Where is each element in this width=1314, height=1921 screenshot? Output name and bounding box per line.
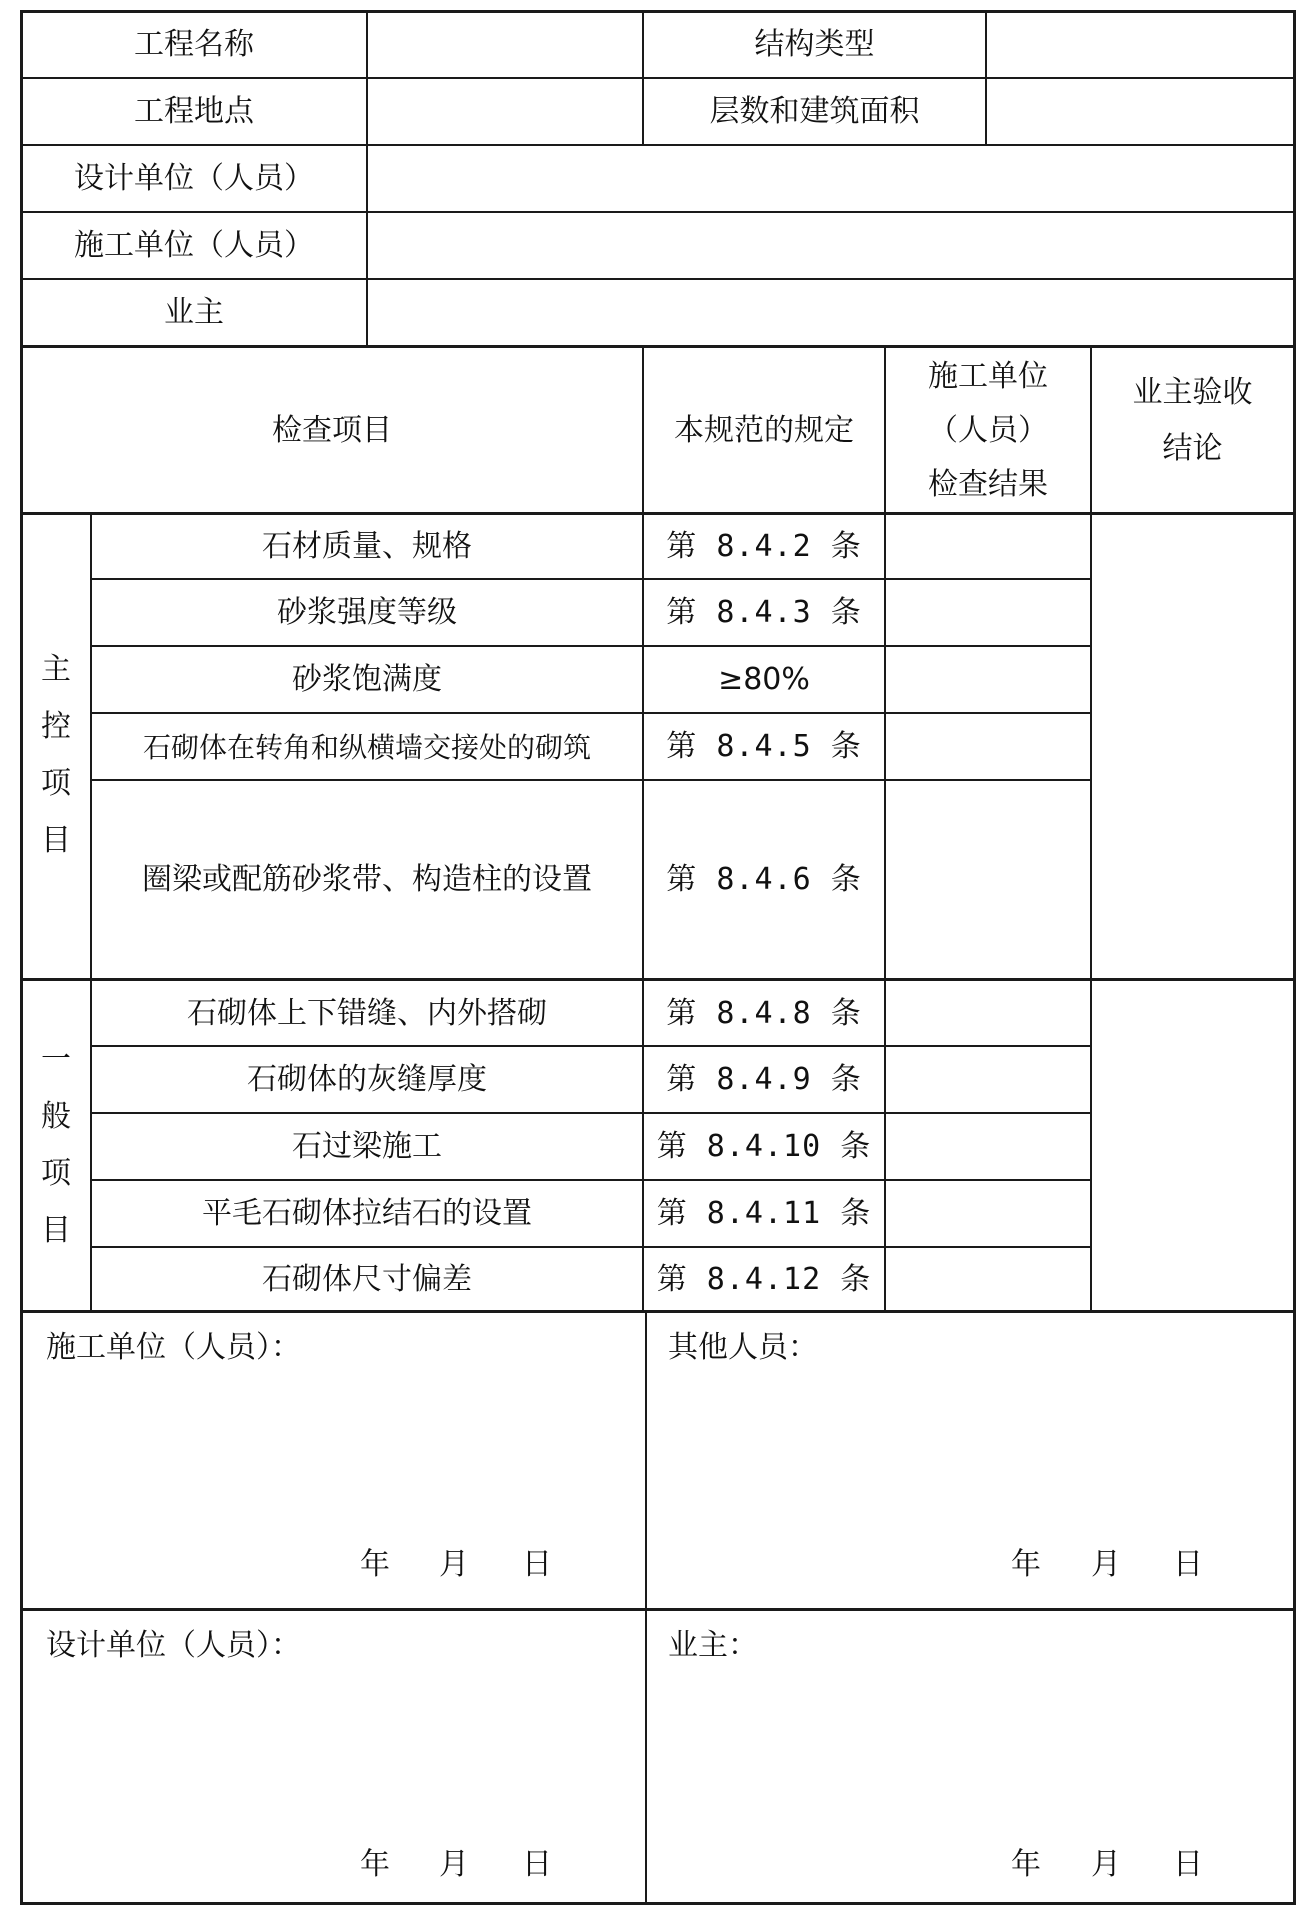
table-row-item: 砂浆强度等级 (277, 595, 457, 631)
date-month: 月 (1091, 1547, 1121, 1583)
table-row-item: 平毛石砌体拉结石的设置 (202, 1196, 532, 1232)
date-day: 日 (1173, 1547, 1203, 1583)
column-header-result (886, 348, 1090, 513)
table-row-item: 石砌体尺寸偏差 (262, 1261, 472, 1297)
divider (20, 1608, 1296, 1611)
divider (366, 10, 368, 347)
main-group-label (22, 640, 90, 870)
owner-label: 业主 (164, 295, 224, 331)
group-label-char: 项 (41, 1156, 71, 1191)
column-header-conclusion-line: 业主验收 (1132, 375, 1253, 410)
project-name-label: 工程名称 (134, 27, 254, 63)
table-row-spec: 第 8.4.2 条 (666, 528, 862, 564)
table-row-item: 石砌体的灰缝厚度 (247, 1062, 487, 1098)
column-header-item: 检查项目 (272, 412, 392, 448)
group-label-char: 主 (41, 652, 71, 687)
date-day: 日 (1173, 1847, 1203, 1883)
table-row-item: 石过梁施工 (292, 1129, 442, 1165)
signature-owner: 业主： (668, 1628, 758, 1664)
date-year: 年 (360, 1547, 390, 1583)
table-row-spec: 第 8.4.12 条 (656, 1261, 872, 1297)
column-header-conclusion (1092, 348, 1293, 493)
group-label-char: 控 (41, 709, 71, 744)
project-location-label: 工程地点 (134, 94, 254, 130)
group-label-char: 目 (41, 823, 71, 858)
signature-other-personnel: 其他人员： (668, 1330, 818, 1366)
table-row-item: 石砌体上下错缝、内外搭砌 (187, 995, 547, 1031)
border-right (1293, 10, 1296, 1905)
signature-design-unit: 设计单位（人员）： (46, 1628, 301, 1664)
signature-construction-unit: 施工单位（人员）： (46, 1330, 301, 1366)
column-header-spec: 本规范的规定 (674, 412, 854, 448)
date-month: 月 (1091, 1847, 1121, 1883)
group-label-char: 项 (41, 766, 71, 801)
table-row-spec: 第 8.4.9 条 (666, 1062, 862, 1098)
table-row-spec: 第 8.4.3 条 (666, 595, 862, 631)
structure-type-label: 结构类型 (754, 27, 875, 63)
date-year: 年 (1011, 1847, 1041, 1883)
column-header-conclusion-line: 结论 (1162, 430, 1223, 466)
group-label-char: 一 (41, 1042, 71, 1077)
column-header-result-line: 施工单位 (928, 358, 1048, 394)
table-row-item: 圈梁或配筋砂浆带、构造柱的设置 (142, 862, 592, 898)
date-year: 年 (360, 1847, 390, 1883)
date-day: 日 (522, 1547, 552, 1583)
design-unit-label: 设计单位（人员） (74, 161, 314, 197)
table-row-spec: 第 8.4.8 条 (666, 995, 862, 1031)
table-row-item: 石材质量、规格 (262, 528, 472, 564)
table-row-item: 砂浆饱满度 (292, 662, 442, 698)
table-row-item: 石砌体在转角和纵横墙交接处的砌筑 (142, 730, 591, 764)
floors-area-label: 层数和建筑面积 (709, 94, 920, 130)
date-year: 年 (1011, 1547, 1041, 1583)
table-row-spec: ≥80% (718, 662, 810, 698)
border-bottom (20, 1902, 1296, 1905)
table-row-spec: 第 8.4.6 条 (666, 862, 862, 898)
group-label-char: 般 (41, 1099, 71, 1134)
column-header-result-line: 检查结果 (928, 466, 1048, 502)
group-label-char: 目 (41, 1213, 71, 1248)
divider (645, 1311, 647, 1905)
table-row-spec: 第 8.4.5 条 (666, 729, 862, 765)
table-row-spec: 第 8.4.11 条 (656, 1196, 872, 1232)
date-month: 月 (439, 1847, 469, 1883)
general-group-label (22, 1030, 90, 1260)
table-row-spec: 第 8.4.10 条 (656, 1129, 872, 1165)
column-header-result-line: （人员） (928, 412, 1048, 448)
date-month: 月 (439, 1547, 469, 1583)
construction-unit-label: 施工单位（人员） (74, 228, 314, 264)
date-day: 日 (522, 1847, 552, 1883)
divider (985, 10, 987, 146)
